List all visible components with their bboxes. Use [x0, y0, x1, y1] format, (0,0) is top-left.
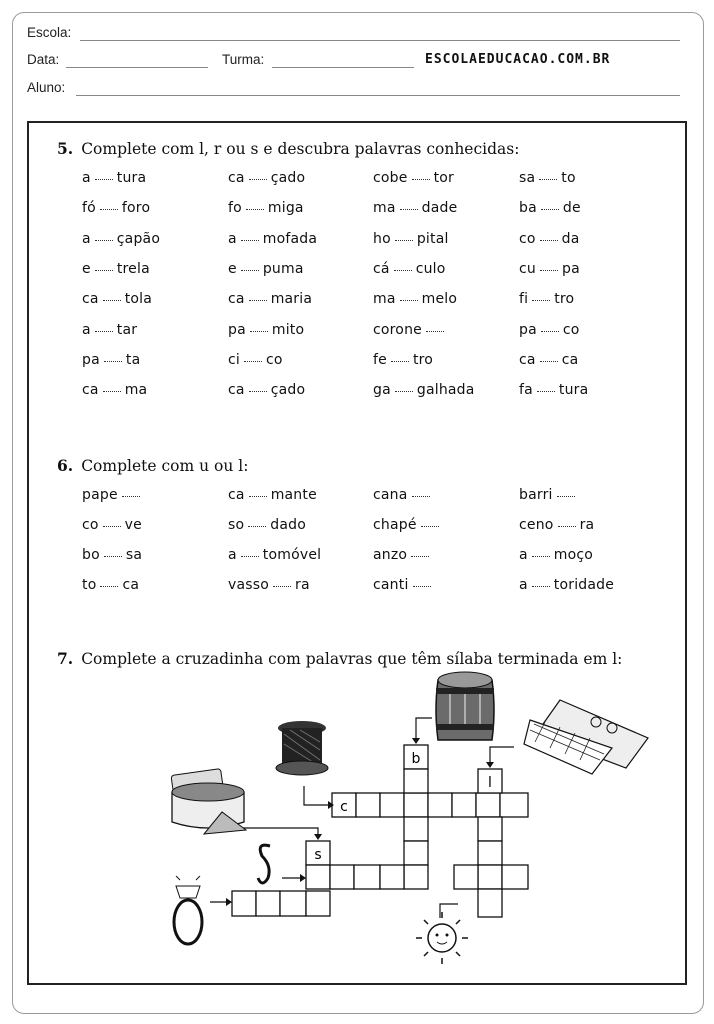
- sugar-bowl-icon: [171, 769, 246, 834]
- q5-item: fa tura: [519, 382, 589, 399]
- crossword-cell[interactable]: [502, 865, 528, 889]
- q5-item: pa mito: [228, 321, 305, 338]
- crossword-cell[interactable]: [306, 865, 330, 889]
- ring-icon: [174, 876, 202, 944]
- q6-item: barri: [519, 487, 579, 503]
- crossword-cell[interactable]: [404, 817, 428, 841]
- q5-item: co da: [519, 230, 580, 247]
- site-name: ESCOLAEDUCACAO.COM.BR: [425, 52, 611, 67]
- q6-item: a toridade: [519, 577, 615, 593]
- q6-item: canti: [373, 577, 435, 593]
- q5-item: ca çado: [228, 170, 306, 186]
- q6-item: pape: [82, 487, 144, 503]
- q5-item: fe tro: [373, 351, 434, 368]
- q5-item: ca ca: [519, 351, 579, 368]
- q5-item: ma dade: [373, 200, 458, 217]
- crossword-cell[interactable]: [380, 793, 404, 817]
- crossword-cell[interactable]: [476, 793, 500, 817]
- q5-item: sa to: [519, 170, 576, 186]
- crossword-cell[interactable]: [306, 891, 330, 916]
- crossword-cell[interactable]: [404, 769, 428, 793]
- q6-item: to ca: [82, 577, 140, 593]
- hook-icon: [258, 845, 270, 883]
- sun-icon: [416, 912, 468, 964]
- q6-item: cana: [373, 487, 434, 503]
- q6-item: so dado: [228, 517, 306, 533]
- q5-item: ci co: [228, 351, 283, 368]
- q5-item: pa co: [519, 321, 580, 338]
- crossword-cell[interactable]: [380, 865, 404, 889]
- q5-item: e puma: [228, 260, 304, 277]
- barrel-icon: [436, 672, 494, 740]
- crossword-cell[interactable]: [356, 793, 380, 817]
- data-label: Data:: [27, 52, 60, 67]
- quilt-icon: [524, 700, 648, 774]
- q6-item: bo sa: [82, 547, 143, 563]
- q5-item: cá culo: [373, 260, 446, 277]
- q6-title: 6. Complete com u ou l:: [57, 456, 249, 475]
- crossword-cell[interactable]: [454, 865, 478, 889]
- q5-item: ho pital: [373, 230, 449, 247]
- q6-item: ca mante: [228, 487, 317, 503]
- q6-item: a moço: [519, 547, 594, 563]
- q5-item: cu pa: [519, 260, 580, 277]
- q5-item: cobe tor: [373, 170, 454, 186]
- q5-item: fo miga: [228, 200, 304, 217]
- q6-item: co ve: [82, 517, 142, 533]
- q5-item: a tar: [82, 321, 138, 338]
- q6-item: a tomóvel: [228, 547, 322, 563]
- letter-b: b: [411, 751, 421, 767]
- q5-item: a tura: [82, 170, 147, 186]
- thread-spool-icon: [276, 721, 328, 775]
- crossword-cell[interactable]: [330, 865, 354, 889]
- crossword-cell[interactable]: [452, 793, 476, 817]
- crossword-cell[interactable]: [478, 865, 502, 889]
- q6-item: ceno ra: [519, 517, 595, 533]
- escola-label: Escola:: [27, 25, 72, 40]
- q5-item: ca maria: [228, 291, 313, 308]
- q5-item: ca çado: [228, 382, 306, 399]
- q5-item: ca tola: [82, 291, 153, 308]
- letter-c: c: [340, 799, 348, 815]
- crossword-cell[interactable]: [478, 889, 502, 917]
- q6-item: anzo: [373, 547, 433, 563]
- q5-item: a çapão: [82, 230, 161, 247]
- q5-item: corone: [373, 322, 448, 338]
- crossword-cell[interactable]: [478, 841, 502, 865]
- crossword-cell[interactable]: [500, 793, 528, 817]
- q7-title: 7. Complete a cruzadinha com palavras que têm sílaba terminada em l:: [57, 649, 623, 668]
- crossword-cell[interactable]: [428, 793, 452, 817]
- q5-item: pa ta: [82, 351, 141, 368]
- aluno-label: Aluno:: [27, 80, 66, 95]
- q5-item: a mofada: [228, 230, 318, 247]
- letter-s: s: [314, 847, 322, 863]
- crossword-cell[interactable]: [280, 891, 306, 916]
- q5-item: ma melo: [373, 291, 458, 308]
- turma-label: Turma:: [222, 52, 265, 67]
- q6-item: vasso ra: [228, 577, 310, 593]
- crossword-cell[interactable]: [232, 891, 256, 916]
- crossword-cell[interactable]: [404, 865, 428, 889]
- crossword-cell[interactable]: [256, 891, 280, 916]
- q5-item: fó foro: [82, 200, 151, 217]
- q6-item: chapé: [373, 517, 443, 533]
- letter-l: l: [488, 775, 492, 791]
- q5-item: fi tro: [519, 291, 575, 308]
- q5-item: e trela: [82, 260, 150, 277]
- q5-item: ba de: [519, 200, 581, 217]
- crossword-cell[interactable]: [404, 841, 428, 865]
- crossword-cell[interactable]: [478, 817, 502, 841]
- q5-title: 5. Complete com l, r ou s e descubra palavras conhecidas:: [57, 139, 520, 158]
- q5-item: ca ma: [82, 382, 148, 399]
- crossword-cell[interactable]: [404, 793, 428, 817]
- crossword-cell[interactable]: [354, 865, 380, 889]
- q5-item: ga galhada: [373, 382, 475, 399]
